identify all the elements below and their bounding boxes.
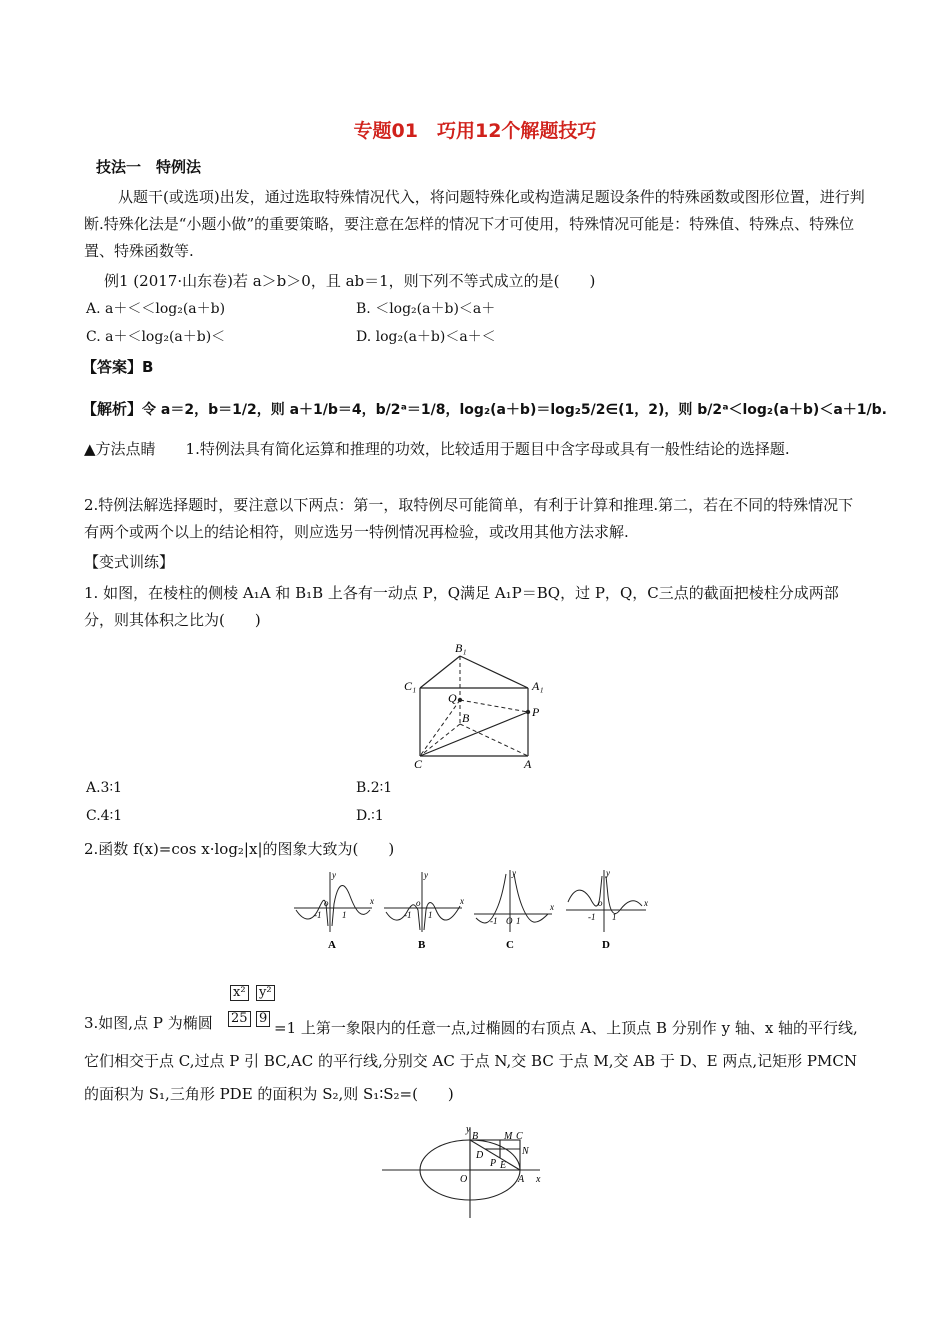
label-c: C [516, 1131, 523, 1142]
label-o: O [460, 1174, 468, 1185]
label-b1: B₁ [455, 641, 467, 655]
analysis-text: 令 a＝2，b＝1/2，则 a＋1/b＝4，b/2ᵃ＝1/8，log₂(a＋b)＝log₂5/2∈(1，2)，则 b/2ᵃ＜log₂(a＋b)＜a＋1/b. [142, 402, 887, 418]
svg-text:o: o [598, 898, 603, 908]
prism-figure [398, 640, 558, 770]
svg-text:O: O [506, 916, 513, 926]
label-a: A [518, 1174, 525, 1185]
ellipse-figure [380, 1122, 550, 1222]
graph-label-c: C [506, 939, 514, 951]
q2-stem: 2.函数 f(x)=cos x·log₂|x|的图象大致为( ) [84, 840, 395, 858]
svg-text:1: 1 [428, 910, 433, 920]
svg-text:1: 1 [342, 910, 347, 920]
svg-text:1: 1 [516, 916, 521, 926]
label-a: A [524, 757, 532, 770]
label-c: C [414, 757, 423, 770]
option-d: D. log₂(a＋b)＜a＋＜ [356, 329, 496, 345]
label-c1: C₁ [404, 679, 417, 693]
fraction-y-den: 9 [256, 1008, 270, 1027]
q3-stem-start: 3.如图,点 P 为椭圆 [84, 1014, 213, 1032]
example-stem: 例1 (2017·山东卷)若 a＞b＞0，且 ab＝1，则下列不等式成立的是( ) [104, 272, 596, 290]
label-m: M [504, 1131, 513, 1142]
method-note-2: 2.特例法解选择题时，要注意以下两点：第一，取特例尽可能简单，有利于计算和推理.第二，若在不同的特殊情况下有两个或两个以上的结论相符，则应选另一特例情况再检验，或改用其他方法求解. [84, 496, 854, 541]
svg-text:x: x [550, 902, 554, 912]
svg-text:x: x [460, 896, 464, 906]
label-d: D [476, 1150, 484, 1161]
intro-paragraph: 从题干(或选项)出发，通过选取特殊情况代入，将问题特殊化或构造满足题设条件的特殊函数或图形位置，进行判断.特殊化法是“小题小做”的重要策略，要注意在怎样的情况下才可使用，特殊情况可能是：特殊值、特殊点、特殊位置、特殊函数等. [84, 188, 865, 260]
label-q: Q [448, 691, 457, 705]
label-e: E [500, 1160, 507, 1171]
graph-label-d: D [602, 939, 610, 951]
answer-label: 【答案】B [82, 358, 154, 376]
svg-text:-1: -1 [314, 910, 322, 920]
svg-text:o: o [324, 898, 329, 908]
q1-stem: 1. 如图，在棱柱的侧棱 A₁A 和 B₁B 上各有一动点 P，Q满足 A₁P＝BQ，过 P，Q，C三点的截面把棱柱分成两部分，则其体积之比为( ) [84, 584, 839, 629]
label-x: x [536, 1174, 541, 1185]
fraction-x-den: 25 [228, 1008, 251, 1027]
q1-option-b: B.2∶1 [356, 780, 393, 796]
option-b: B. ＜log₂(a＋b)＜a＋ [356, 301, 496, 317]
analysis-line [82, 398, 887, 419]
label-n: N [522, 1146, 529, 1157]
svg-text:-1: -1 [588, 912, 596, 922]
svg-text:1: 1 [612, 912, 617, 922]
method-note-1: ▲方法点睛 1.特例法具有简化运算和推理的功效，比较适用于题目中含字母或具有一般性结论的选择题. [84, 440, 790, 458]
label-a1: A₁ [532, 679, 544, 693]
svg-text:x: x [370, 896, 374, 906]
svg-text:y: y [512, 868, 516, 878]
svg-text:y: y [424, 870, 428, 880]
fraction-x-num: x² [230, 982, 249, 1001]
graph-label-a: A [328, 939, 336, 951]
svg-text:-1: -1 [490, 916, 498, 926]
svg-text:y: y [332, 870, 336, 880]
label-y: y [466, 1124, 471, 1135]
option-c: C. a＋＜log₂(a＋b)＜ [86, 329, 226, 345]
section-heading: 技法一 特例法 [96, 158, 202, 176]
svg-text:x: x [644, 898, 648, 908]
label-p: P [532, 705, 540, 719]
q1-option-c: C.4∶1 [86, 808, 123, 824]
fraction-y-num: y² [256, 982, 275, 1001]
svg-text:y: y [606, 868, 610, 878]
function-graphs [294, 866, 664, 956]
label-b: B [472, 1131, 479, 1142]
practice-heading: 【变式训练】 [84, 553, 175, 571]
graph-label-b: B [418, 939, 426, 951]
q1-option-a: A.3∶1 [86, 780, 123, 796]
option-a: A. a＋＜＜log₂(a＋b) [86, 301, 226, 317]
svg-text:o: o [416, 898, 421, 908]
q1-option-d: D.∶1 [356, 808, 384, 824]
label-b: B [462, 711, 470, 725]
svg-text:-1: -1 [404, 910, 412, 920]
analysis-label: 【解析】 [82, 400, 143, 418]
q3-stem-rest: =1 上第一象限内的任意一点,过椭圆的右顶点 A、上顶点 B 分别作 y 轴、x 轴的平行线,它们相交于点 C,过点 P 引 BC,AC 的平行线,分别交 AC 于点 N,交 BC 于点 M,交 AB 于 D、E 两点,记矩形 PMCN 的面积为 S₁,三角形 PDE 的面积为 S₂,则 S₁∶S₂=( ) [84, 1019, 858, 1103]
label-p: P [490, 1158, 497, 1169]
page-title: 专题01 巧用12个解题技巧 [353, 120, 597, 142]
